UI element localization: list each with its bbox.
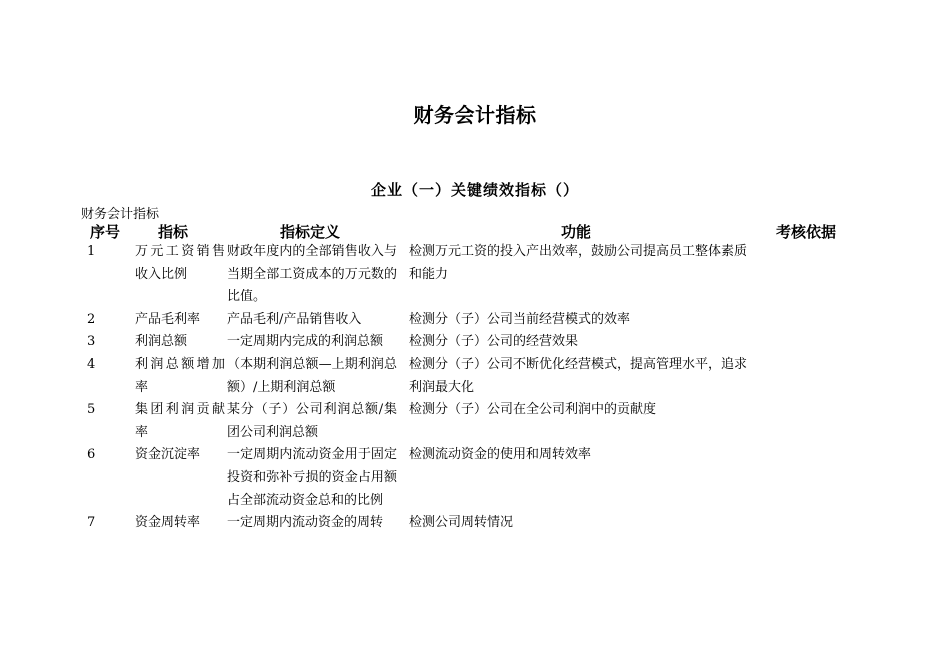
cell-definition: 一定周期内完成的利润总额 [227, 334, 384, 350]
table-row [81, 309, 861, 332]
cell-indicator: 资金周转率 [135, 515, 201, 531]
cell-function: 检测分（子）公司当前经营模式的效率 [409, 311, 631, 327]
header-definition: 指标定义 [279, 223, 340, 241]
cell-serial-number: 7 [87, 515, 96, 531]
cell-definition: 产品毛利/产品销售收入 [227, 311, 362, 327]
cell-function: 检测万元工资的投入产出效率，鼓励公司提高员工整体素质和能力 [409, 244, 748, 282]
cell-serial-number: 5 [87, 402, 96, 418]
table-row [81, 399, 861, 444]
cell-serial-number: 6 [87, 447, 96, 463]
cell-indicator: 利润总额 [135, 334, 188, 350]
table-row [81, 444, 861, 512]
section-title: 企业（一）关键绩效指标（） [370, 181, 579, 199]
cell-indicator: 集团利润贡献率 [135, 402, 225, 440]
cell-definition: 某分（子）公司利润总额/集团公司利润总额 [227, 402, 397, 440]
header-indicator: 指标 [157, 223, 188, 241]
cell-definition: 财政年度内的全部销售收入与当期全部工资成本的万元数的比值。 [227, 244, 397, 305]
cell-function: 检测分（子）公司在全公司利润中的贡献度 [409, 402, 657, 418]
cell-serial-number: 3 [87, 334, 96, 350]
cell-definition: 一定周期内流动资金用于固定投资和弥补亏损的资金占用额占全部流动资金总和的比例 [227, 447, 397, 508]
cell-indicator: 资金沉淀率 [135, 447, 201, 463]
table-caption: 财务会计指标 [81, 207, 160, 222]
header-serial-number: 序号 [89, 223, 120, 241]
cell-function: 检测流动资金的使用和周转效率 [409, 447, 592, 463]
cell-function: 检测分（子）公司的经营效果 [409, 334, 579, 350]
cell-function: 检测公司周转情况 [409, 515, 514, 531]
cell-function: 检测分（子）公司不断优化经营模式，提高管理水平，追求利润最大化 [409, 356, 748, 395]
cell-serial-number: 2 [87, 311, 96, 327]
cell-serial-number: 1 [87, 244, 96, 259]
cell-serial-number: 4 [87, 356, 96, 372]
page-title: 财务会计指标 [413, 103, 537, 127]
cell-indicator: 产品毛利率 [135, 311, 201, 327]
cell-indicator: 万元工资销售收入比例 [135, 244, 225, 282]
cell-indicator: 利润总额增加率 [135, 356, 225, 395]
cell-definition: （本期利润总额—上期利润总额）/上期利润总额 [227, 356, 397, 395]
kpi-table [81, 221, 861, 535]
cell-definition: 一定周期内流动资金的周转 [227, 515, 384, 531]
table-row [81, 331, 861, 354]
table-row [81, 241, 861, 309]
header-assessment-basis: 考核依据 [775, 223, 836, 241]
table-row [81, 512, 861, 535]
table-header-row [81, 221, 861, 241]
header-function: 功能 [560, 223, 591, 241]
table-row [81, 354, 861, 399]
